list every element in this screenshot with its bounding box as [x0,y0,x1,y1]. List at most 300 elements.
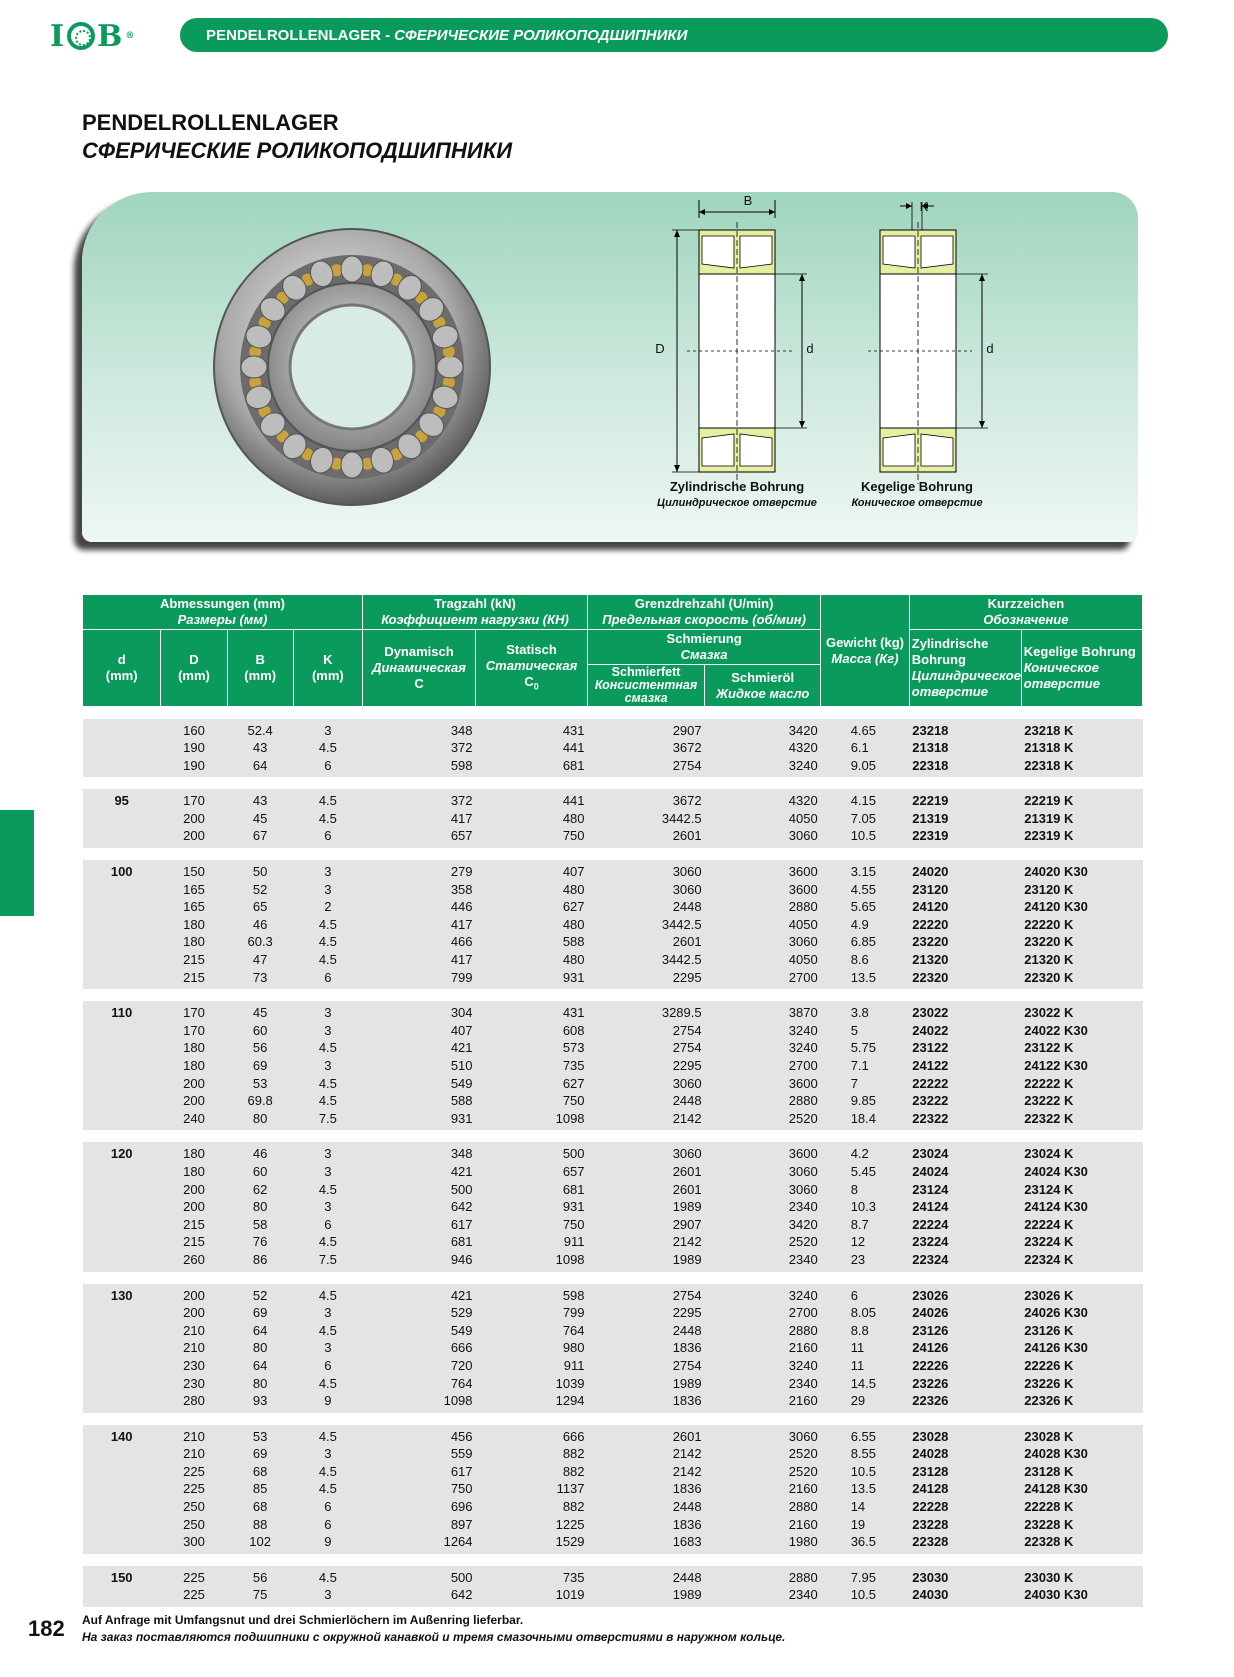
table-cell: 210 [161,1322,227,1340]
table-cell: 588 [476,933,588,951]
table-cell: 22319 K [1021,827,1142,848]
table-cell: 6 [293,757,362,778]
th-static-de: Statisch [506,641,557,657]
table-cell: 1836 [588,1392,705,1413]
table-cell: 150 [161,860,227,881]
table-cell: 3672 [588,789,705,810]
table-cell: 23022 K [1021,1001,1142,1022]
table-cell: 24026 [909,1304,1021,1322]
table-cell: 6 [821,1284,910,1305]
table-cell: 23022 [909,1001,1021,1022]
table-cell: 56 [227,1039,293,1057]
table-cell: 666 [476,1425,588,1446]
bore-group [83,719,1143,778]
table-cell: 18.4 [821,1110,910,1131]
table-row [83,1057,1143,1075]
table-cell: 2754 [588,1357,705,1375]
table-cell: 230 [161,1375,227,1393]
table-cell: 67 [227,827,293,848]
table-cell: 24126 [909,1339,1021,1357]
label-d-cyl: d [806,341,814,356]
table-cell: 210 [161,1339,227,1357]
table-cell: 3289.5 [588,1001,705,1022]
table-cell: 24030 K30 [1021,1586,1142,1607]
table-cell: 911 [476,1357,588,1375]
th-load [363,595,588,630]
table-cell: 23120 K [1021,881,1142,899]
table-cell: 8.8 [821,1322,910,1340]
th-con-de: Kegelige Bohrung [1023,644,1136,659]
roller [437,356,463,378]
table-cell: 24028 K30 [1021,1445,1142,1463]
table-cell: 2754 [588,1284,705,1305]
table-cell: 3600 [705,881,821,899]
table-row [83,1092,1143,1110]
th-static-symbol: C [524,673,534,689]
table-cell: 4.5 [293,1075,362,1093]
table-cell: 3.8 [821,1001,910,1022]
table-cell: 23026 [909,1284,1021,1305]
table-cell: 3600 [705,860,821,881]
table-cell: 608 [476,1022,588,1040]
table-row [83,860,1143,881]
th-cylindrical [909,630,1021,707]
table-cell: 4.5 [293,916,362,934]
table-cell: 46 [227,916,293,934]
table-cell: 24022 [909,1022,1021,1040]
caption-cylindrical-ru: Цилиндрическое отверстие [657,497,817,509]
th-designation-ru: Обозначение [983,612,1069,627]
table-cell: 200 [161,1181,227,1199]
bearing-illustration [202,217,502,517]
table-cell: 3870 [705,1001,821,1022]
table-cell: 23028 [909,1425,1021,1446]
table-cell: 45 [227,810,293,828]
table-cell: 3060 [588,881,705,899]
section-side-tab [0,810,34,916]
table-cell: 76 [227,1233,293,1251]
th-lubrication [588,630,821,665]
table-cell: 2700 [705,1304,821,1322]
table-row [83,1425,1143,1446]
table-cell: 180 [161,916,227,934]
table-cell: 750 [363,1480,476,1498]
table-cell: 21318 [909,739,1021,757]
table-cell: 7.05 [821,810,910,828]
table-cell: 23124 [909,1181,1021,1199]
table-cell: 215 [161,1216,227,1234]
table-cell: 88 [227,1516,293,1534]
table-cell: 62 [227,1181,293,1199]
table-cell: 931 [476,1198,588,1216]
table-cell: 2 [293,898,362,916]
table-cell: 7.95 [821,1566,910,1587]
table-cell: 102 [227,1533,293,1554]
table-cell: 6.85 [821,933,910,951]
table-cell: 200 [161,1284,227,1305]
table-cell: 2448 [588,1092,705,1110]
table-cell: 4.2 [821,1142,910,1163]
table-cell: 358 [363,881,476,899]
table-cell: 3060 [588,860,705,881]
table-cell: 500 [363,1181,476,1199]
bore-d-cell [83,1198,161,1216]
tapered-section [868,202,988,484]
table-cell: 23 [821,1251,910,1272]
table-cell: 2340 [705,1375,821,1393]
table-cell: 1989 [588,1198,705,1216]
table-row [83,1533,1143,1554]
table-cell: 421 [363,1284,476,1305]
table-cell: 180 [161,1142,227,1163]
table-cell: 8.55 [821,1445,910,1463]
cylindrical-section [672,200,807,484]
table-cell: 3.15 [821,860,910,881]
bore-d-cell [83,1057,161,1075]
table-row [83,1284,1143,1305]
table-cell: 642 [363,1198,476,1216]
bore-d-cell [83,1445,161,1463]
table-cell: 165 [161,881,227,899]
table-cell: 22220 [909,916,1021,934]
table-cell: 8.6 [821,951,910,969]
table-cell: 4.65 [821,719,910,740]
table-cell: 22322 [909,1110,1021,1131]
table-cell: 4320 [705,739,821,757]
banner-ru: СФЕРИЧЕСКИЕ РОЛИКОПОДШИПНИКИ [394,26,688,44]
table-cell: 2754 [588,1039,705,1057]
table-cell: 86 [227,1251,293,1272]
th-static-ru: Статическая [485,657,578,673]
bore-group [83,789,1143,848]
table-cell: 22324 K [1021,1251,1142,1272]
table-cell: 4.5 [293,1039,362,1057]
table-cell: 200 [161,1075,227,1093]
table-cell: 23222 [909,1092,1021,1110]
table-cell: 7.1 [821,1057,910,1075]
table-cell: 180 [161,1057,227,1075]
table-row [83,827,1143,848]
table-row [83,1375,1143,1393]
table-cell: 2520 [705,1445,821,1463]
th-oil-ru: Жидкое масло [715,685,810,701]
table-cell: 3 [293,860,362,881]
table-cell: 6 [293,1357,362,1375]
table-cell: 3 [293,1445,362,1463]
table-cell: 22228 K [1021,1498,1142,1516]
table-cell: 2601 [588,1181,705,1199]
table-cell: 696 [363,1498,476,1516]
table-cell: 882 [476,1445,588,1463]
bore-group [83,1284,1143,1413]
th-B-unit: (mm) [244,668,277,683]
bore-d-cell [83,827,161,848]
table-cell: 2700 [705,1057,821,1075]
table-cell: 10.5 [821,1586,910,1607]
table-row [83,1075,1143,1093]
table-cell: 21319 K [1021,810,1142,828]
table-cell: 2520 [705,1233,821,1251]
th-dimensions-de: Abmessungen (mm) [160,596,285,611]
table-cell: 1225 [476,1516,588,1534]
table-cell: 2448 [588,1498,705,1516]
table-cell: 4.5 [293,1463,362,1481]
table-cell: 22222 K [1021,1075,1142,1093]
table-cell: 598 [476,1284,588,1305]
table-cell: 24028 [909,1445,1021,1463]
table-row [83,1392,1143,1413]
table-cell: 22222 [909,1075,1021,1093]
table-cell: 3600 [705,1075,821,1093]
table-cell: 657 [363,827,476,848]
table-cell: 2295 [588,969,705,990]
table-cell: 23128 [909,1463,1021,1481]
table-cell: 58 [227,1216,293,1234]
table-cell: 441 [476,789,588,810]
table-cell: 681 [476,1181,588,1199]
table-cell: 5.75 [821,1039,910,1057]
table-cell: 764 [363,1375,476,1393]
table-cell: 280 [161,1392,227,1413]
table-cell: 4.55 [821,881,910,899]
table-cell: 3060 [705,1425,821,1446]
table-row [83,1463,1143,1481]
caption-tapered [832,478,1002,512]
table-cell: 22219 [909,789,1021,810]
th-d-unit: (mm) [105,668,138,683]
bore-d-cell [83,1110,161,1131]
table-cell: 13.5 [821,1480,910,1498]
table-cell: 2700 [705,969,821,990]
table-cell: 2907 [588,719,705,740]
table-cell: 4.5 [293,1233,362,1251]
bore-d-cell [83,1022,161,1040]
table-row [83,1233,1143,1251]
table-cell: 7.5 [293,1251,362,1272]
table-cell: 2520 [705,1463,821,1481]
table-cell: 80 [227,1375,293,1393]
bore-d-cell [83,810,161,828]
table-cell: 3 [293,1022,362,1040]
table-cell: 23122 [909,1039,1021,1057]
table-cell: 9.05 [821,757,910,778]
bore-group [83,1142,1143,1271]
table-row [83,1251,1143,1272]
table-cell: 2880 [705,1092,821,1110]
table-row [83,898,1143,916]
bore-d-cell [83,1092,161,1110]
table-cell: 29 [821,1392,910,1413]
table-cell: 431 [476,1001,588,1022]
table-row [83,1216,1143,1234]
table-row [83,739,1143,757]
th-lube-ru: Смазка [680,647,728,662]
bore-d-cell [83,1339,161,1357]
table-row [83,1163,1143,1181]
th-B [227,630,293,707]
table-row [83,1039,1143,1057]
bore-d-cell [83,1480,161,1498]
table-cell: 23224 K [1021,1233,1142,1251]
table-cell: 6 [293,827,362,848]
table-cell: 9.85 [821,1092,910,1110]
table-cell: 225 [161,1480,227,1498]
table-cell: 24128 K30 [1021,1480,1142,1498]
bore-d-cell [83,1392,161,1413]
footnote-ru: На заказ поставляются подшипники с окружной канавкой и тремя смазочными отверстиями в наружном кольце. [82,1630,786,1644]
table-cell: 19 [821,1516,910,1534]
roller [241,356,267,378]
table-cell: 170 [161,1001,227,1022]
table-cell: 617 [363,1463,476,1481]
table-cell: 23126 [909,1322,1021,1340]
table-cell: 69 [227,1304,293,1322]
table-cell: 4050 [705,916,821,934]
table-cell: 4.5 [293,1322,362,1340]
table-cell: 1098 [476,1251,588,1272]
table-cell: 7 [821,1075,910,1093]
table-cell: 6 [293,969,362,990]
bore-d-cell [83,1251,161,1272]
table-cell: 4.9 [821,916,910,934]
bearing-section-diagram [642,192,1102,492]
bore-d-cell [83,1498,161,1516]
table-cell: 69 [227,1445,293,1463]
table-cell: 23218 K [1021,719,1142,740]
caption-tapered-de: Kegelige Bohrung [861,479,973,494]
table-cell: 980 [476,1339,588,1357]
table-cell: 2754 [588,1022,705,1040]
table-cell: 23226 K [1021,1375,1142,1393]
bore-d-cell [83,1463,161,1481]
table-cell: 529 [363,1304,476,1322]
table-cell: 3060 [705,1181,821,1199]
bore-d-cell [83,1039,161,1057]
table-cell: 23120 [909,881,1021,899]
table-cell: 2142 [588,1233,705,1251]
table-cell: 225 [161,1566,227,1587]
table-cell: 8.05 [821,1304,910,1322]
table-cell: 24026 K30 [1021,1304,1142,1322]
table-cell: 47 [227,951,293,969]
table-cell: 446 [363,898,476,916]
table-cell: 21318 K [1021,739,1142,757]
bore-d-cell [83,898,161,916]
table-cell: 3240 [705,1039,821,1057]
th-cyl-ru: Цилиндрическое отверстие [911,668,1021,699]
table-cell: 3 [293,1142,362,1163]
label-D: D [655,341,665,356]
table-cell: 750 [476,1216,588,1234]
th-weight-de: Gewicht (kg) [825,634,904,650]
th-d-label: d [117,652,126,667]
table-cell: 3442.5 [588,951,705,969]
table-cell: 2340 [705,1251,821,1272]
caption-cylindrical [642,478,832,512]
table-row [83,789,1143,810]
bore-d-cell [83,1375,161,1393]
table-cell: 931 [363,1110,476,1131]
table-row [83,969,1143,990]
isb-logo: I B ® [50,18,136,54]
table-cell: 304 [363,1001,476,1022]
table-cell: 200 [161,1092,227,1110]
table-cell: 3420 [705,719,821,740]
table-cell: 9 [293,1533,362,1554]
table-cell: 23220 [909,933,1021,951]
bore-d-cell: 120 [83,1142,161,1163]
table-cell: 23024 K [1021,1142,1142,1163]
table-cell: 24120 K30 [1021,898,1142,916]
table-cell: 3 [293,881,362,899]
table-cell: 170 [161,1022,227,1040]
table-cell: 2160 [705,1339,821,1357]
table-cell: 3060 [705,933,821,951]
table-cell: 52 [227,881,293,899]
table-row [83,1516,1143,1534]
table-cell: 4.5 [293,739,362,757]
table-cell: 735 [476,1566,588,1587]
table-cell: 2880 [705,1566,821,1587]
table-cell: 69 [227,1057,293,1075]
table-cell: 250 [161,1498,227,1516]
table-cell: 799 [363,969,476,990]
table-row [83,951,1143,969]
table-cell: 279 [363,860,476,881]
table-cell: 180 [161,1039,227,1057]
table-cell: 53 [227,1075,293,1093]
table-cell: 215 [161,951,227,969]
table-row [83,1357,1143,1375]
table-cell: 750 [476,1092,588,1110]
table-cell: 456 [363,1425,476,1446]
table-cell: 3442.5 [588,916,705,934]
table-cell: 230 [161,1357,227,1375]
table-cell: 2880 [705,1498,821,1516]
table-cell: 3060 [705,827,821,848]
table-cell: 73 [227,969,293,990]
table-cell: 22320 [909,969,1021,990]
table-cell: 24128 [909,1480,1021,1498]
table-cell: 23128 K [1021,1463,1142,1481]
table-cell: 22318 [909,757,1021,778]
table-cell: 36.5 [821,1533,910,1554]
table-cell: 7.5 [293,1110,362,1131]
table-cell: 4.5 [293,1284,362,1305]
table-cell: 1019 [476,1586,588,1607]
header-banner [180,18,1168,52]
table-cell: 190 [161,739,227,757]
table-cell: 2142 [588,1110,705,1131]
table-cell: 12 [821,1233,910,1251]
table-cell: 2520 [705,1110,821,1131]
table-cell: 6.55 [821,1425,910,1446]
table-cell: 14.5 [821,1375,910,1393]
table-cell: 417 [363,916,476,934]
table-cell: 23122 K [1021,1039,1142,1057]
table-cell: 5.65 [821,898,910,916]
table-cell: 22228 [909,1498,1021,1516]
table-cell: 64 [227,1357,293,1375]
table-cell: 1980 [705,1533,821,1554]
table-cell: 22319 [909,827,1021,848]
bore-d-cell [83,1216,161,1234]
table-cell: 4.5 [293,1480,362,1498]
table-cell: 1836 [588,1339,705,1357]
table-cell: 225 [161,1586,227,1607]
th-d [83,630,161,707]
logo-ring-icon [67,22,95,50]
